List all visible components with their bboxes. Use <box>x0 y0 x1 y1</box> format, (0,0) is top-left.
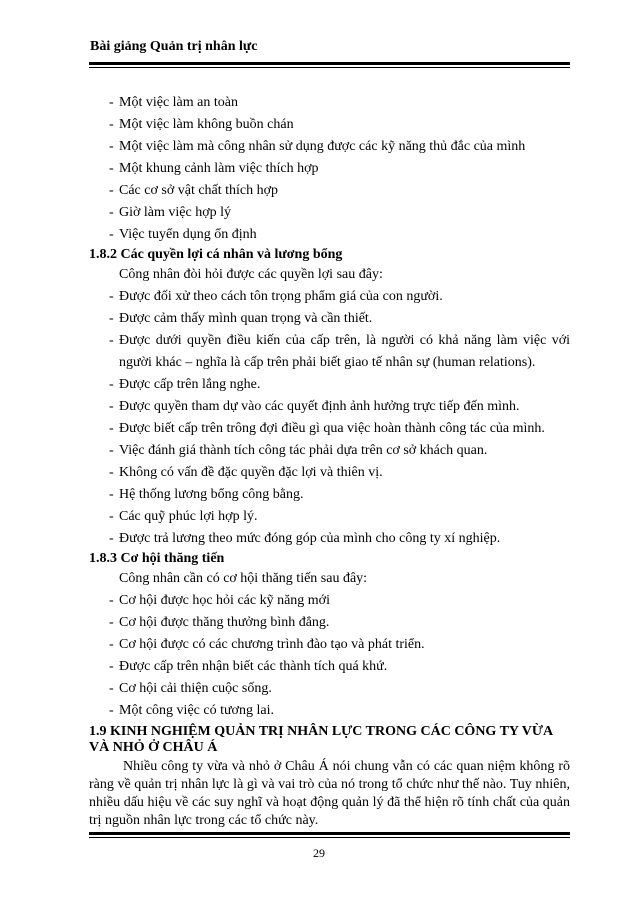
list-item: - Cơ hội cải thiện cuộc sống. <box>89 678 570 700</box>
dash-bullet: - <box>109 289 114 304</box>
footer-rule-thick <box>89 832 570 835</box>
list-top <box>89 92 570 246</box>
dash-bullet: - <box>109 465 114 480</box>
list-item: - Giờ làm việc hợp lý <box>89 202 570 224</box>
section-heading-1-8-3: 1.8.3 Cơ hội thăng tiến <box>89 551 225 566</box>
section-paragraph: Nhiều công ty vừa và nhỏ ở Châu Á nói chung vẫn có các quan niệm không rõ ràng về quản trị nhân lực là gì và vai trò của nó trong tổ chức như thế nào. Tuy nhiên, nhiều dấu hiệu về các suy nghĩ và hoạt động quản lý đã thể hiện rõ tính chất của quản trị nguồn nhân lực trong các tổ chức này. <box>89 759 570 828</box>
list-section-1-8-3 <box>89 590 570 722</box>
list-item: - Không có vấn đề đặc quyền đặc lợi và thiên vị. <box>89 462 570 484</box>
list-item: - Việc tuyển dụng ổn định <box>89 224 570 246</box>
dash-bullet: - <box>109 205 114 220</box>
list-item: - Một việc làm không buồn chán <box>89 114 570 136</box>
dash-bullet: - <box>109 531 114 546</box>
dash-bullet: - <box>109 333 114 348</box>
dash-bullet: - <box>109 421 114 436</box>
list-item: - Được đối xử theo cách tôn trọng phẩm giá của con người. <box>89 286 570 308</box>
dash-bullet: - <box>109 615 114 630</box>
header-rule-thick <box>89 62 570 65</box>
list-item: - Được biết cấp trên trông đợi điều gì qua việc hoàn thành công tác của mình. <box>89 418 570 440</box>
list-item: - Một việc làm an toàn <box>89 92 570 114</box>
list-item: - Được quyền tham dự vào các quyết định ảnh hưởng trực tiếp đến mình. <box>89 396 570 418</box>
dash-bullet: - <box>109 377 114 392</box>
dash-bullet: - <box>109 593 114 608</box>
list-item: - Một việc làm mà công nhân sử dụng được các kỹ năng thủ đắc của mình <box>89 136 570 158</box>
list-item: - Hệ thống lương bổng công bằng. <box>89 484 570 506</box>
list-item: - Được trả lương theo mức đóng góp của mình cho công ty xí nghiệp. <box>89 528 570 550</box>
dash-bullet: - <box>109 227 114 242</box>
list-item: - Việc đánh giá thành tích công tác phải dựa trên cơ sở khách quan. <box>89 440 570 462</box>
list-item: - Được cấp trên lắng nghe. <box>89 374 570 396</box>
list-item: - Các quỹ phúc lợi hợp lý. <box>89 506 570 528</box>
header-rule-thin <box>89 67 570 68</box>
list-item: - Được cấp trên nhận biết các thành tích quá khứ. <box>89 656 570 678</box>
dash-bullet: - <box>109 681 114 696</box>
dash-bullet: - <box>109 161 114 176</box>
list-section-1-8-2 <box>89 286 570 550</box>
page-content <box>89 92 570 830</box>
dash-bullet: - <box>109 399 114 414</box>
list-item: - Được cảm thấy mình quan trọng và cần thiết. <box>89 308 570 330</box>
dash-bullet: - <box>109 95 114 110</box>
header-title: Bài giảng Quản trị nhân lực <box>90 39 258 54</box>
dash-bullet: - <box>109 311 114 326</box>
list-item: - Cơ hội được thăng thưởng bình đẳng. <box>89 612 570 634</box>
dash-bullet: - <box>109 443 114 458</box>
section-heading-1-9: 1.9 KINH NGHIỆM QUẢN TRỊ NHÂN LỰC TRONG CÁC CÔNG TY VỪA VÀ NHỎ Ở CHÂU Á <box>89 724 553 755</box>
section-intro: Công nhân cần có cơ hội thăng tiến sau đây: <box>119 571 368 586</box>
dash-bullet: - <box>109 703 114 718</box>
dash-bullet: - <box>109 139 114 154</box>
dash-bullet: - <box>109 509 114 524</box>
footer-rule-thin <box>89 837 570 838</box>
section-heading-1-8-2: 1.8.2 Các quyền lợi cá nhân và lương bổng <box>89 247 343 262</box>
list-item: - Một công việc có tương lai. <box>89 700 570 722</box>
page-number: 29 <box>313 846 325 860</box>
list-item: - Cơ hội được có các chương trình đào tạo và phát triển. <box>89 634 570 656</box>
list-item: - Một khung cảnh làm việc thích hợp <box>89 158 570 180</box>
dash-bullet: - <box>109 659 114 674</box>
dash-bullet: - <box>109 117 114 132</box>
dash-bullet: - <box>109 183 114 198</box>
section-intro: Công nhân đòi hỏi được các quyền lợi sau đây: <box>119 267 383 282</box>
list-item: - Cơ hội được học hỏi các kỹ năng mới <box>89 590 570 612</box>
list-item: - Các cơ sở vật chất thích hợp <box>89 180 570 202</box>
dash-bullet: - <box>109 637 114 652</box>
dash-bullet: - <box>109 487 114 502</box>
list-item: - Được dưới quyền điều kiến của cấp trên, là người có khả năng làm việc với người khác – nghĩa là cấp trên phải biết giao tế nhân sự (human relations). <box>89 330 570 374</box>
